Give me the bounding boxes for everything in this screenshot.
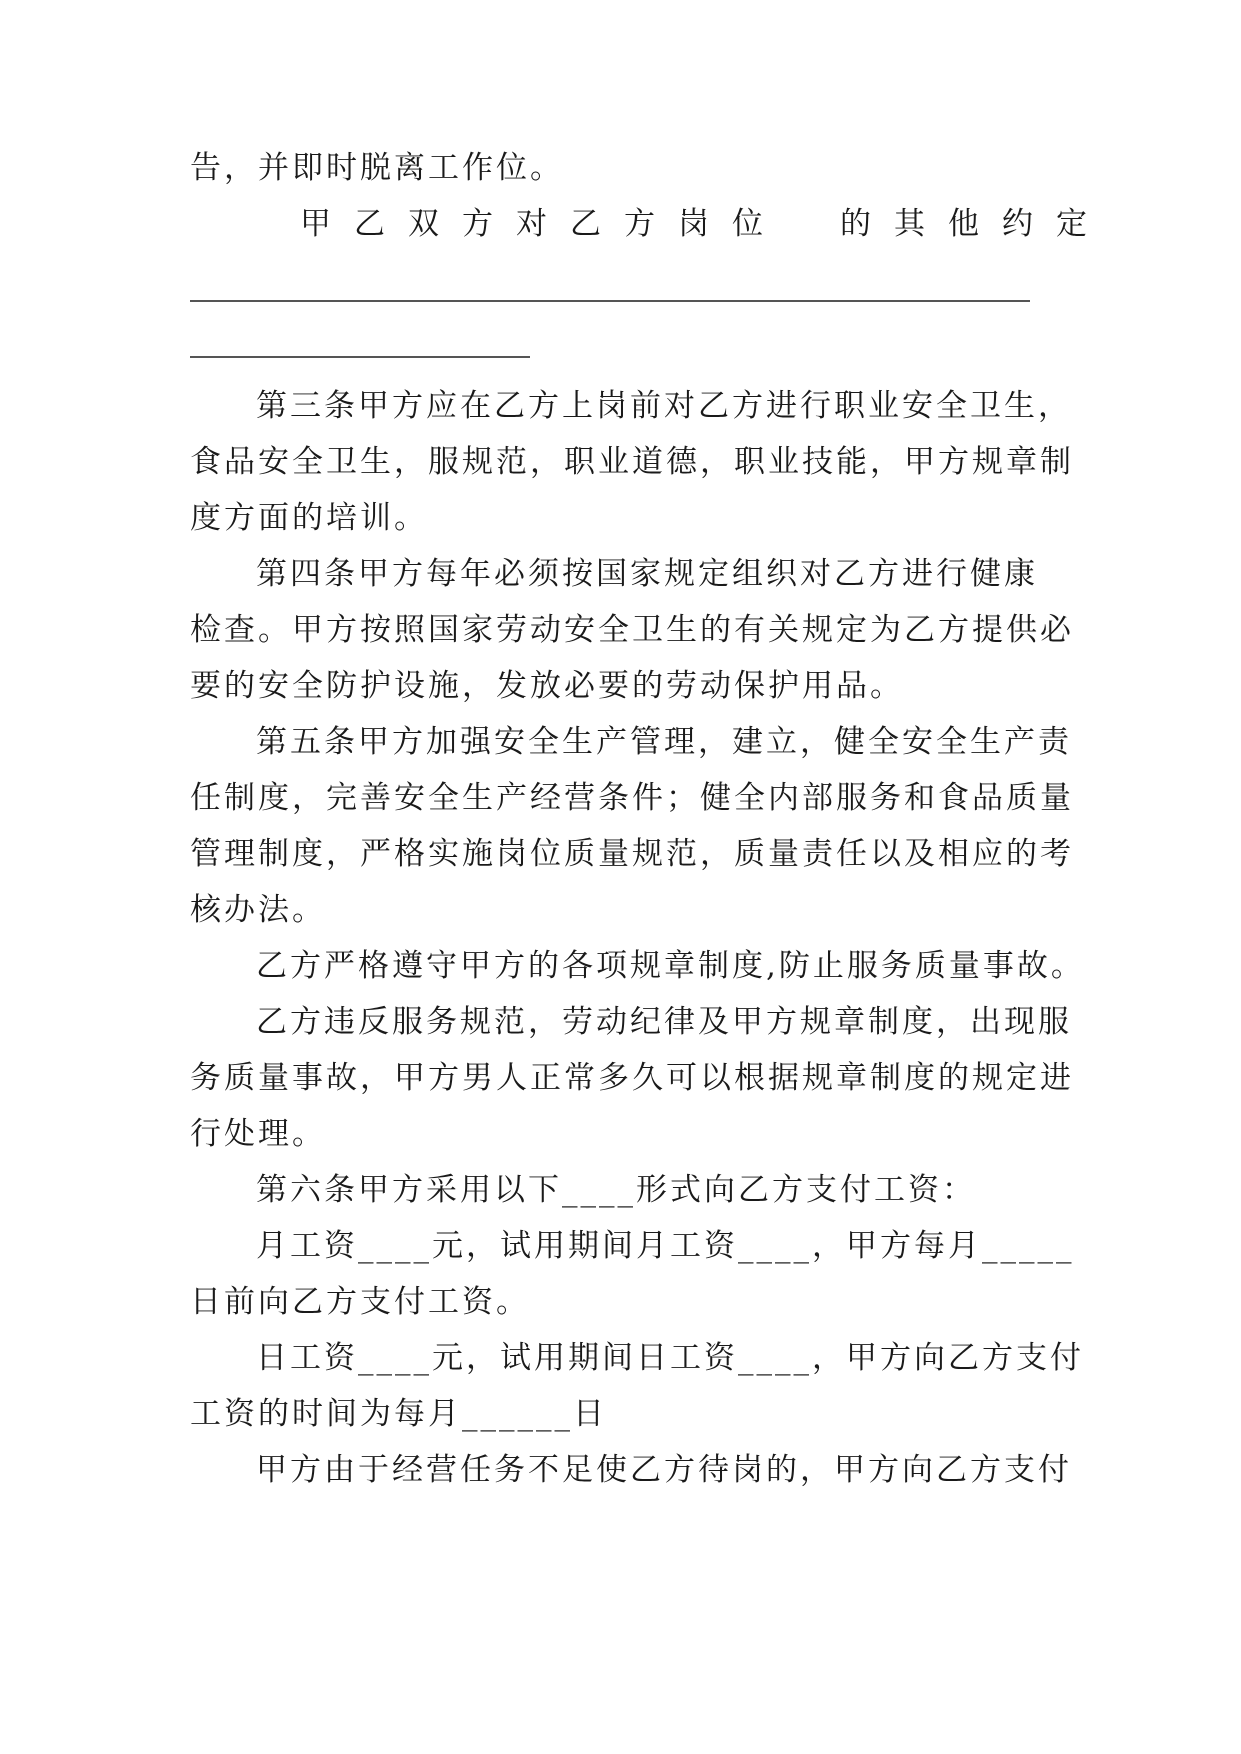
monthly-wage-line-2: 日前向乙方支付工资。 <box>190 1284 530 1320</box>
article-5-line-1: 第五条甲方加强安全生产管理，建立，健全安全生产责 <box>256 724 1072 760</box>
article-4-line-1: 第四条甲方每年必须按国家规定组织对乙方进行健康 <box>256 556 1038 592</box>
article-3-line-1: 第三条甲方应在乙方上岗前对乙方进行职业安全卫生， <box>256 388 1072 424</box>
article-6-line-1: 第六条甲方采用以下____形式向乙方支付工资： <box>256 1172 976 1208</box>
daily-wage-line-2: 工资的时间为每月______日 <box>190 1396 607 1432</box>
text-line-2: 甲乙双方对乙方岗位 的其他约定 <box>300 206 1110 242</box>
document-page <box>190 140 1110 1498</box>
article-5-line-2: 任制度，完善安全生产经营条件；健全内部服务和食品质量 <box>190 780 1074 816</box>
daily-wage-line-1: 日工资____元，试用期间日工资____，甲方向乙方支付 <box>256 1340 1084 1376</box>
article-3-line-3: 度方面的培训。 <box>190 500 428 536</box>
paragraph-violation-line-1: 乙方违反服务规范，劳动纪律及甲方规章制度，出现服 <box>256 1004 1072 1040</box>
paragraph-violation-line-3: 行处理。 <box>190 1116 326 1152</box>
monthly-wage-line-1: 月工资____元，试用期间月工资____，甲方每月_____ <box>256 1228 1075 1264</box>
article-5-line-3: 管理制度，严格实施岗位质量规范，质量责任以及相应的考 <box>190 836 1074 872</box>
article-3-line-2: 食品安全卫生，服规范，职业道德，职业技能，甲方规章制 <box>190 444 1074 480</box>
text-line-1: 告，并即时脱离工作位。 <box>190 150 564 186</box>
paragraph-rules-line-1: 乙方严格遵守甲方的各项规章制度,防止服务质量事故。 <box>256 948 1085 984</box>
article-4-line-2: 检查。甲方按照国家劳动安全卫生的有关规定为乙方提供必 <box>190 612 1074 648</box>
article-5-line-4: 核办法。 <box>190 892 326 928</box>
standby-pay-line-1: 甲方由于经营任务不足使乙方待岗的，甲方向乙方支付 <box>256 1452 1072 1488</box>
paragraph-violation-line-2: 务质量事故，甲方男人正常多久可以根据规章制度的规定进 <box>190 1060 1074 1096</box>
article-4-line-3: 要的安全防护设施，发放必要的劳动保护用品。 <box>190 668 904 704</box>
